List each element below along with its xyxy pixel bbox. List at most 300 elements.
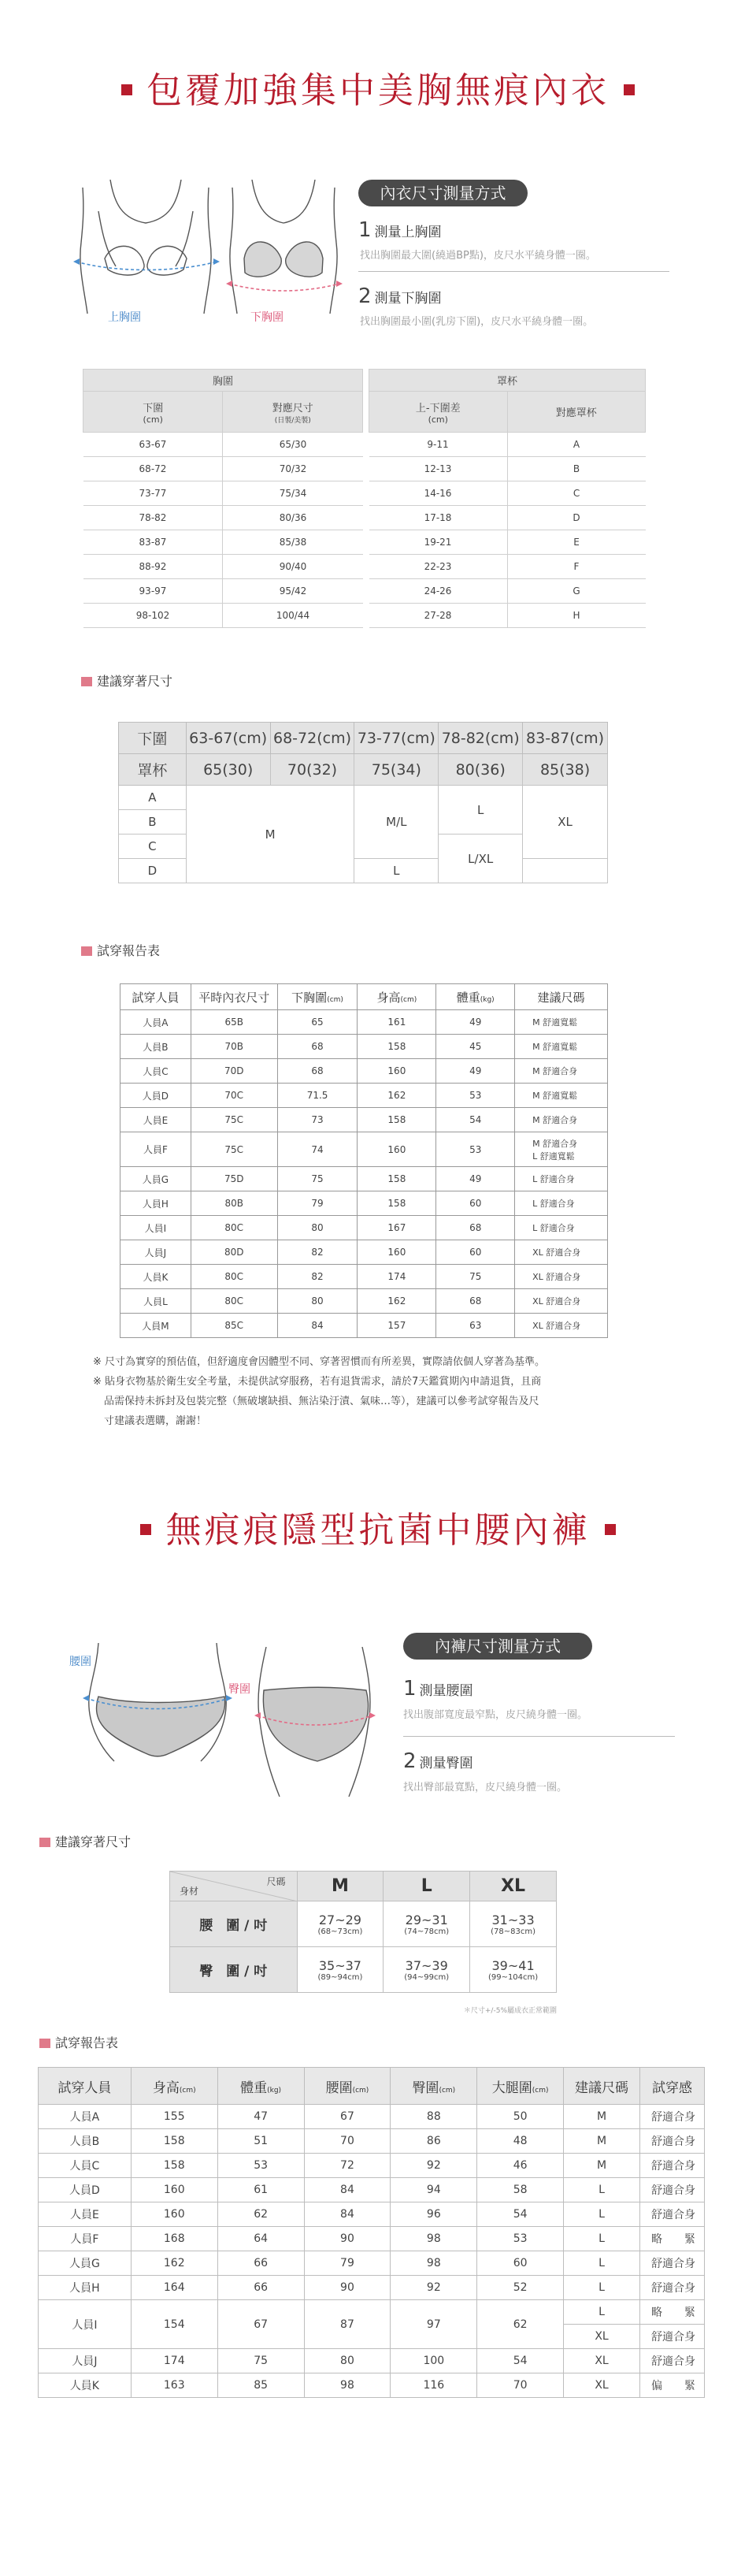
table-cell: 82	[277, 1265, 358, 1289]
cup-table	[369, 369, 646, 628]
panty-title: 無痕痕隱型抗菌中腰內褲	[0, 1501, 756, 1552]
recommend-line: L 舒適合身	[532, 1223, 575, 1233]
table-cell: 49	[436, 1167, 515, 1191]
hip-m: 35~37 (89~94cm)	[297, 1947, 384, 1993]
table-cell: 49	[436, 1010, 515, 1035]
report-head-unit: (cm)	[179, 2086, 196, 2095]
table-cell: 14-16	[369, 481, 508, 506]
table-row	[120, 1265, 608, 1289]
table-cell: 68	[436, 1216, 515, 1240]
table-cell: 160	[358, 1059, 436, 1084]
table-cell: 偏 緊	[639, 2373, 704, 2398]
table-cell: 75D	[191, 1167, 277, 1191]
panty-report-label: 試穿報告表	[39, 2033, 118, 2051]
table-cell: 63-67	[83, 433, 223, 457]
table-cell: 80	[304, 2349, 391, 2373]
report-head-unit: (cm)	[532, 2086, 549, 2095]
table-cell: 167	[358, 1216, 436, 1240]
report-recommend	[515, 1314, 608, 1338]
hip-xl: 39~41 (99~104cm)	[470, 1947, 557, 1993]
recommend-line: XL 舒適合身	[532, 1321, 581, 1331]
table-cell: 24-26	[369, 579, 508, 604]
report-recommend	[515, 1108, 608, 1132]
table-cell: 人員B	[39, 2129, 132, 2154]
table-cell: 90	[304, 2276, 391, 2300]
table-cell: 人員B	[120, 1035, 191, 1059]
table-cell: 74	[277, 1132, 358, 1167]
table-cell: 70	[304, 2129, 391, 2154]
table-cell: 52	[477, 2276, 564, 2300]
table-cell: 100/44	[223, 604, 363, 628]
table-cell: 53	[217, 2154, 304, 2178]
table-cell: 98	[304, 2373, 391, 2398]
rec-size-xl: XL	[523, 786, 608, 859]
title-square-right	[605, 1524, 616, 1535]
report-head-label: 大腿圍	[491, 2080, 532, 2096]
title-square-left	[140, 1524, 151, 1535]
table-row	[120, 1010, 608, 1035]
table-cell: 62	[217, 2202, 304, 2227]
report-head-unit: (cm)	[352, 2086, 369, 2095]
report-head-label: 建議尺碼	[575, 2080, 629, 2096]
chest-col2-header: 對應尺寸 (日製/美製)	[223, 392, 363, 433]
table-cell: XL	[564, 2373, 640, 2398]
title-square-left	[121, 84, 132, 95]
table-cell: 人員D	[39, 2178, 132, 2202]
cup-col1-header: 上-下圍差 (cm)	[369, 392, 508, 433]
table-cell: 人員C	[120, 1059, 191, 1084]
bra-report-table	[120, 983, 608, 1338]
table-cell: 舒適合身	[639, 2202, 704, 2227]
divider	[358, 271, 669, 272]
table-cell: 舒適合身	[639, 2105, 704, 2129]
bra-report-label: 試穿報告表	[81, 941, 160, 959]
table-cell: M	[564, 2154, 640, 2178]
table-cell: 78-82	[83, 506, 223, 530]
rec-range: 68-72(cm)	[270, 723, 354, 754]
table-cell: 85	[217, 2373, 304, 2398]
report-head: 建議尺碼	[515, 984, 608, 1010]
table-row	[39, 2227, 705, 2251]
table-cell: 85C	[191, 1314, 277, 1338]
table-cell: 70D	[191, 1059, 277, 1084]
report-recommend	[515, 1035, 608, 1059]
table-row	[120, 1035, 608, 1059]
bra-note-2: ※ 貼身衣物基於衛生安全考量，未提供試穿服務，若有退貨需求，請於7天鑑賞期內申請退貨，且商	[93, 1376, 542, 1388]
table-cell: 54	[477, 2202, 564, 2227]
table-cell: 27-28	[369, 604, 508, 628]
table-row	[83, 579, 363, 604]
table-cell: L	[564, 2276, 640, 2300]
table-cell: 17-18	[369, 506, 508, 530]
table-cell: G	[507, 579, 645, 604]
recommend-line: M 舒適合身	[532, 1138, 578, 1149]
table-cell: 人員F	[120, 1132, 191, 1167]
report-head-unit: (kg)	[267, 2086, 282, 2095]
table-cell: 80/36	[223, 506, 363, 530]
table-row	[369, 481, 646, 506]
recommend-line: M 舒適合身	[532, 1115, 578, 1125]
fig-label-waist: 腰圍	[69, 1656, 91, 1668]
report-recommend	[515, 1084, 608, 1108]
table-cell: 174	[358, 1265, 436, 1289]
bra-step2: 2 測量下胸圍	[358, 284, 442, 308]
table-cell: 54	[477, 2349, 564, 2373]
table-row	[39, 2251, 705, 2276]
table-cell: 53	[436, 1084, 515, 1108]
report-head-label: 試穿感	[651, 2080, 692, 2096]
rec-size-lxl: L/XL	[439, 835, 523, 883]
table-cell: 92	[391, 2276, 477, 2300]
rec-cup: A	[119, 786, 187, 810]
cup-col2-header: 對應罩杯	[507, 392, 645, 433]
table-cell: 73-77	[83, 481, 223, 506]
table-row	[120, 1289, 608, 1314]
chest-col1-header: 下圍 (cm)	[83, 392, 223, 433]
rec-size-m: M	[186, 786, 354, 883]
recommend-line: L 舒適合身	[532, 1199, 575, 1209]
table-cell: 97	[391, 2300, 477, 2349]
table-cell: 9-11	[369, 433, 508, 457]
table-cell: 略 緊	[639, 2227, 704, 2251]
table-row	[39, 2178, 705, 2202]
table-row	[369, 506, 646, 530]
table-cell: 85/38	[223, 530, 363, 555]
table-cell: 162	[358, 1289, 436, 1314]
table-cell: 68	[277, 1035, 358, 1059]
table-cell: 71.5	[277, 1084, 358, 1108]
fig-label-hip: 臀圍	[228, 1683, 250, 1696]
table-cell: 75C	[191, 1132, 277, 1167]
table-cell: 人員I	[120, 1216, 191, 1240]
rec-cup-head: 罩杯	[119, 754, 187, 786]
table-cell: 62	[477, 2300, 564, 2349]
rec-size-l2: L	[354, 859, 439, 883]
report-head-label: 體重	[240, 2080, 268, 2096]
section-square	[81, 677, 92, 686]
table-cell: 93-97	[83, 579, 223, 604]
table-cell: 48	[477, 2129, 564, 2154]
table-row	[83, 555, 363, 579]
table-cell: 64	[217, 2227, 304, 2251]
rec-range: 63-67(cm)	[186, 723, 270, 754]
table-cell: L	[564, 2202, 640, 2227]
table-cell: 94	[391, 2178, 477, 2202]
report-head: 試穿人員	[120, 984, 191, 1010]
table-cell: E	[507, 530, 645, 555]
recommend-line: XL 舒適合身	[532, 1247, 581, 1258]
table-row	[369, 555, 646, 579]
report-head: 平時內衣尺寸	[191, 984, 277, 1010]
table-cell: 54	[436, 1108, 515, 1132]
table-cell: 60	[436, 1240, 515, 1265]
table-cell: M	[564, 2129, 640, 2154]
fig-label-lower: 下胸圍	[250, 311, 284, 324]
rec-range: 83-87(cm)	[523, 723, 608, 754]
recommend-line: L 舒適合身	[532, 1174, 575, 1184]
table-cell: 73	[277, 1108, 358, 1132]
chest-group-header: 胸圍	[83, 370, 363, 392]
report-head	[391, 2068, 477, 2105]
table-cell: 80D	[191, 1240, 277, 1265]
table-row	[120, 1132, 608, 1167]
report-recommend	[515, 1059, 608, 1084]
table-cell: 人員A	[39, 2105, 132, 2129]
table-cell: 160	[131, 2178, 217, 2202]
table-cell: 人員H	[120, 1191, 191, 1216]
table-cell: XL	[564, 2325, 640, 2349]
table-cell: 19-21	[369, 530, 508, 555]
table-cell: 70B	[191, 1035, 277, 1059]
bra-note-4: 寸建議表選購，謝謝！	[104, 1415, 207, 1427]
table-cell: 163	[131, 2373, 217, 2398]
table-cell: 人員E	[120, 1108, 191, 1132]
table-cell: 158	[358, 1035, 436, 1059]
table-cell: 人員J	[39, 2349, 132, 2373]
table-cell: A	[507, 433, 645, 457]
divider	[403, 1736, 675, 1737]
table-row	[39, 2300, 705, 2325]
table-row	[120, 1167, 608, 1191]
table-cell: 98-102	[83, 604, 223, 628]
table-cell: 158	[131, 2154, 217, 2178]
table-cell: L	[564, 2227, 640, 2251]
table-cell: 47	[217, 2105, 304, 2129]
rec-band: 75(34)	[354, 754, 439, 786]
table-cell: 96	[391, 2202, 477, 2227]
rec-cup: C	[119, 835, 187, 859]
recommend-line: M 舒適寬鬆	[532, 1017, 578, 1028]
table-cell: 84	[277, 1314, 358, 1338]
report-recommend	[515, 1289, 608, 1314]
table-cell: 58	[477, 2178, 564, 2202]
rec-range: 73-77(cm)	[354, 723, 439, 754]
table-cell: 80C	[191, 1289, 277, 1314]
table-row	[120, 1191, 608, 1216]
report-recommend	[515, 1265, 608, 1289]
table-cell: 75/34	[223, 481, 363, 506]
recommend-line: M 舒適寬鬆	[532, 1091, 578, 1101]
table-cell: 162	[358, 1084, 436, 1108]
table-row	[83, 457, 363, 481]
rec-band: 70(32)	[270, 754, 354, 786]
size-corner: 尺碼 身材	[170, 1872, 298, 1901]
bra-measure-title: 內衣尺寸測量方式	[358, 180, 528, 206]
table-cell: 人員K	[39, 2373, 132, 2398]
table-cell: 160	[358, 1240, 436, 1265]
report-head: 下胸圍(cm)	[277, 984, 358, 1010]
table-cell: 70/32	[223, 457, 363, 481]
table-cell: 82	[277, 1240, 358, 1265]
table-cell: 75	[217, 2349, 304, 2373]
report-head-label: 試穿人員	[57, 2080, 112, 2096]
table-cell: 舒適合身	[639, 2251, 704, 2276]
table-row	[83, 506, 363, 530]
table-row	[369, 604, 646, 628]
bra-title: 包覆加強集中美胸無痕內衣	[0, 61, 756, 113]
table-cell: 人員K	[120, 1265, 191, 1289]
table-cell: B	[507, 457, 645, 481]
table-row	[120, 1059, 608, 1084]
table-cell: 人員G	[39, 2251, 132, 2276]
table-cell: 舒適合身	[639, 2349, 704, 2373]
panty-step2-desc: 找出臀部最寬點，皮尺繞身體一圈。	[403, 1782, 568, 1794]
report-head-label: 臀圍	[412, 2080, 439, 2096]
report-recommend	[515, 1191, 608, 1216]
table-cell: 88-92	[83, 555, 223, 579]
table-cell: 舒適合身	[639, 2154, 704, 2178]
size-xl: XL	[470, 1872, 557, 1901]
table-cell: C	[507, 481, 645, 506]
rec-band: 85(38)	[523, 754, 608, 786]
table-cell: 80	[277, 1289, 358, 1314]
table-row	[83, 433, 363, 457]
panty-size-table	[169, 1871, 557, 1993]
table-cell: 68-72	[83, 457, 223, 481]
table-cell: D	[507, 506, 645, 530]
table-cell: 154	[131, 2300, 217, 2349]
table-cell: 人員L	[120, 1289, 191, 1314]
panty-step2: 2 測量臀圍	[403, 1749, 473, 1773]
table-row	[120, 1240, 608, 1265]
table-cell: 68	[436, 1289, 515, 1314]
table-cell: 75	[277, 1167, 358, 1191]
panty-step1: 1 測量腰圍	[403, 1677, 473, 1701]
recommend-line: M 舒適合身	[532, 1066, 578, 1076]
table-row	[39, 2276, 705, 2300]
table-cell: 168	[131, 2227, 217, 2251]
table-cell: 92	[391, 2154, 477, 2178]
table-cell: 100	[391, 2349, 477, 2373]
table-cell: 88	[391, 2105, 477, 2129]
rec-under-head: 下圍	[119, 723, 187, 754]
table-cell: 90/40	[223, 555, 363, 579]
recommend-line: XL 舒適合身	[532, 1296, 581, 1307]
report-head: 體重(kg)	[436, 984, 515, 1010]
table-row	[39, 2349, 705, 2373]
table-cell: 12-13	[369, 457, 508, 481]
table-cell: 舒適合身	[639, 2178, 704, 2202]
chest-table	[83, 369, 363, 628]
table-cell: 158	[358, 1191, 436, 1216]
table-cell: 46	[477, 2154, 564, 2178]
table-cell: 人員C	[39, 2154, 132, 2178]
table-cell: 49	[436, 1059, 515, 1084]
panty-step1-desc: 找出腹部寬度最窄點，皮尺繞身體一圈。	[403, 1709, 588, 1721]
table-cell: 63	[436, 1314, 515, 1338]
size-l: L	[384, 1872, 470, 1901]
table-row	[120, 1084, 608, 1108]
table-cell: 舒適合身	[639, 2276, 704, 2300]
table-row	[369, 433, 646, 457]
table-row	[369, 579, 646, 604]
recommend-line: L 舒適寬鬆	[532, 1150, 575, 1162]
table-row	[83, 604, 363, 628]
table-cell: 86	[391, 2129, 477, 2154]
rec-empty	[523, 859, 608, 883]
table-cell: 人員H	[39, 2276, 132, 2300]
report-recommend	[515, 1216, 608, 1240]
panty-rec-label: 建議穿著尺寸	[39, 1832, 131, 1850]
panty-measure-figure	[67, 1643, 382, 1801]
title-square-right	[624, 84, 635, 95]
table-cell: 53	[436, 1132, 515, 1167]
hip-l: 37~39 (94~99cm)	[384, 1947, 470, 1993]
table-row	[39, 2202, 705, 2227]
report-recommend	[515, 1240, 608, 1265]
cup-group-header: 罩杯	[369, 370, 646, 392]
rec-size-ml: M/L	[354, 786, 439, 859]
report-head	[564, 2068, 640, 2105]
table-cell: 70C	[191, 1084, 277, 1108]
report-head	[639, 2068, 704, 2105]
table-cell: 72	[304, 2154, 391, 2178]
table-cell: 98	[391, 2227, 477, 2251]
size-note: ＊尺寸+/-5%屬成衣正常範圍	[463, 2007, 557, 2015]
table-cell: 162	[131, 2251, 217, 2276]
table-cell: 160	[358, 1132, 436, 1167]
table-cell: 60	[436, 1191, 515, 1216]
panty-measure-title: 內褲尺寸測量方式	[403, 1633, 592, 1660]
report-head-label: 腰圍	[325, 2080, 353, 2096]
table-row	[120, 1314, 608, 1338]
waist-l: 29~31 (74~78cm)	[384, 1901, 470, 1947]
table-cell: 60	[477, 2251, 564, 2276]
table-cell: 70	[477, 2373, 564, 2398]
table-cell: 80B	[191, 1191, 277, 1216]
bra-rec-table	[118, 722, 608, 883]
fig-label-upper: 上胸圍	[108, 311, 141, 324]
report-head	[39, 2068, 132, 2105]
table-row	[120, 1108, 608, 1132]
rec-band: 80(36)	[439, 754, 523, 786]
report-head	[304, 2068, 391, 2105]
table-cell: 116	[391, 2373, 477, 2398]
bra-step1: 1 測量上胸圍	[358, 218, 442, 242]
bra-note-1: ※ 尺寸為實穿的預估值，但舒適度會因體型不同、穿著習慣而有所差異，實際請依個人穿著為基準。	[93, 1356, 546, 1368]
table-cell: 87	[304, 2300, 391, 2349]
table-cell: 66	[217, 2251, 304, 2276]
table-cell: 80	[277, 1216, 358, 1240]
report-recommend	[515, 1010, 608, 1035]
table-cell: 61	[217, 2178, 304, 2202]
table-cell: 160	[131, 2202, 217, 2227]
report-head	[217, 2068, 304, 2105]
table-cell: 158	[131, 2129, 217, 2154]
panty-report-table	[38, 2067, 705, 2398]
section-square	[39, 2039, 50, 2048]
table-cell: 舒適合身	[639, 2129, 704, 2154]
table-cell: 人員M	[120, 1314, 191, 1338]
table-cell: 67	[217, 2300, 304, 2349]
report-recommend	[515, 1132, 608, 1167]
table-cell: 79	[277, 1191, 358, 1216]
table-cell: 53	[477, 2227, 564, 2251]
table-cell: 68	[277, 1059, 358, 1084]
table-cell: M	[564, 2105, 640, 2129]
table-cell: 66	[217, 2276, 304, 2300]
table-cell: 155	[131, 2105, 217, 2129]
table-cell: 157	[358, 1314, 436, 1338]
table-cell: 95/42	[223, 579, 363, 604]
table-row	[39, 2129, 705, 2154]
recommend-line: XL 舒適合身	[532, 1272, 581, 1282]
table-cell: 79	[304, 2251, 391, 2276]
report-head-unit: (cm)	[439, 2086, 456, 2095]
table-cell: 22-23	[369, 555, 508, 579]
bra-measure-figure	[67, 180, 343, 329]
table-cell: 人員E	[39, 2202, 132, 2227]
